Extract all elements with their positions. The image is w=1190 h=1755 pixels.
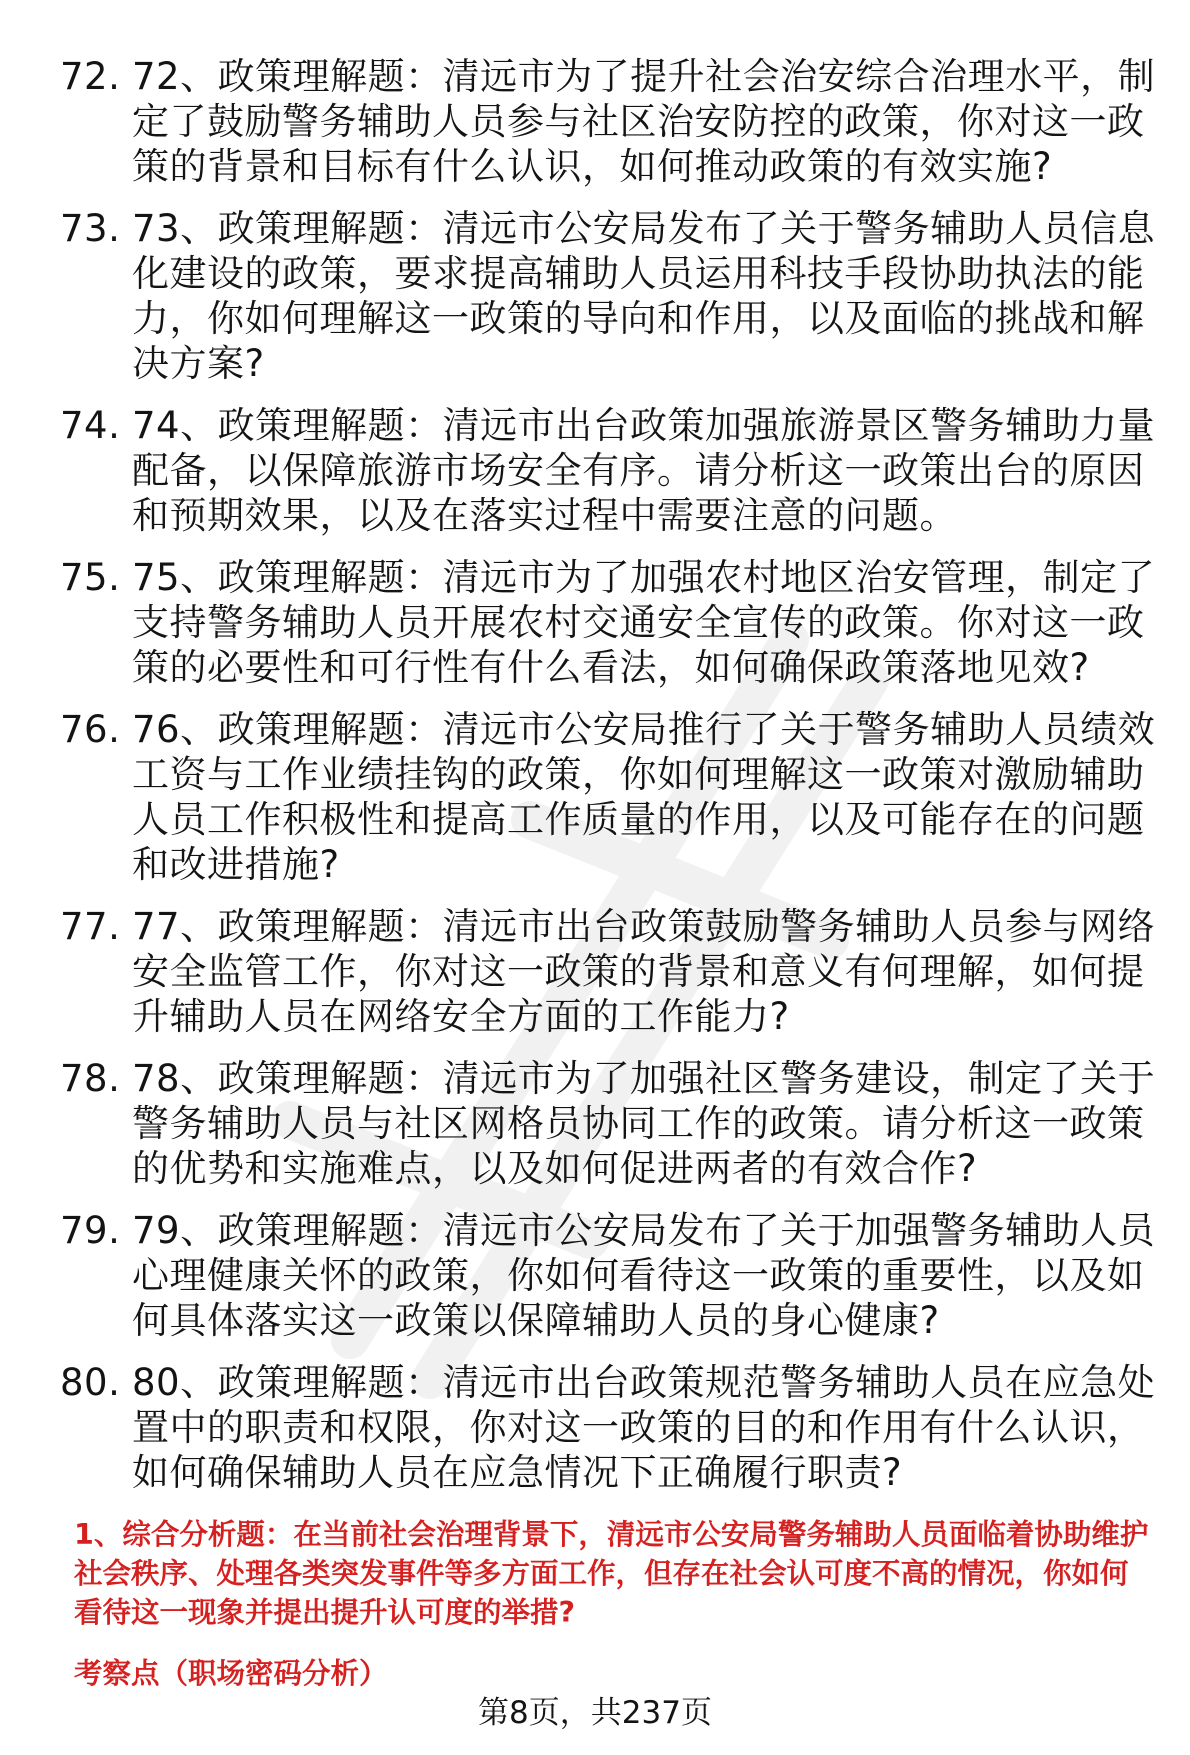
question-text: 76、政策理解题：清远市公安局推行了关于警务辅助人员绩效工资与工作业绩挂钩的政策，你如何理解这一政策对激励辅助人员工作积极性和提高工作质量的作用，以及可能存在的问题和改进措施? <box>132 708 1156 886</box>
question-item <box>60 1056 1170 1191</box>
question-number: 72. <box>60 55 121 98</box>
question-number: 75. <box>60 556 121 599</box>
question-text: 73、政策理解题：清远市公安局发布了关于警务辅助人员信息化建设的政策，要求提高辅助人员运用科技手段协助执法的能力，你如何理解这一政策的导向和作用，以及面临的挑战和解决方案? <box>132 207 1156 385</box>
question-text: 80、政策理解题：清远市出台政策规范警务辅助人员在应急处置中的职责和权限，你对这一政策的目的和作用有什么认识，如何确保辅助人员在应急情况下正确履行职责? <box>132 1361 1156 1494</box>
question-item <box>60 206 1170 386</box>
question-number: 79. <box>60 1209 121 1252</box>
exam-point-heading: 考察点（职场密码分析） <box>74 1657 388 1690</box>
page-footer: 第8页，共237页 <box>478 1695 712 1731</box>
question-number: 77. <box>60 905 121 948</box>
question-number: 74. <box>60 404 121 447</box>
question-text: 78、政策理解题：清远市为了加强社区警务建设，制定了关于警务辅助人员与社区网格员协同工作的政策。请分析这一政策的优势和实施难点，以及如何促进两者的有效合作? <box>132 1057 1156 1190</box>
highlight-question: 1、综合分析题：在当前社会治理背景下，清远市公安局警务辅助人员面临着协助维护社会秩序、处理各类突发事件等多方面工作，但存在社会认可度不高的情况，你如何看待这一现象并提出提升认可度的举措? <box>74 1518 1149 1629</box>
question-number: 76. <box>60 708 121 751</box>
question-number: 73. <box>60 207 121 250</box>
question-item <box>60 1360 1170 1495</box>
question-text: 79、政策理解题：清远市公安局发布了关于加强警务辅助人员心理健康关怀的政策，你如何看待这一政策的重要性，以及如何具体落实这一政策以保障辅助人员的身心健康? <box>132 1209 1156 1342</box>
question-item <box>60 1208 1170 1343</box>
question-item <box>60 403 1170 538</box>
question-number: 80. <box>60 1361 121 1404</box>
question-number: 78. <box>60 1057 121 1100</box>
question-text: 74、政策理解题：清远市出台政策加强旅游景区警务辅助力量配备，以保障旅游市场安全有序。请分析这一政策出台的原因和预期效果，以及在落实过程中需要注意的问题。 <box>132 404 1156 537</box>
question-list <box>60 54 1170 1512</box>
question-text: 75、政策理解题：清远市为了加强农村地区治安管理，制定了支持警务辅助人员开展农村交通安全宣传的政策。你对这一政策的必要性和可行性有什么看法，如何确保政策落地见效? <box>132 556 1156 689</box>
question-item <box>60 707 1170 887</box>
question-item <box>60 555 1170 690</box>
question-item <box>60 904 1170 1039</box>
question-text: 77、政策理解题：清远市出台政策鼓励警务辅助人员参与网络安全监管工作，你对这一政策的背景和意义有何理解，如何提升辅助人员在网络安全方面的工作能力? <box>132 905 1156 1038</box>
question-text: 72、政策理解题：清远市为了提升社会治安综合治理水平，制定了鼓励警务辅助人员参与社区治安防控的政策，你对这一政策的背景和目标有什么认识，如何推动政策的有效实施? <box>132 55 1156 188</box>
question-item <box>60 54 1170 189</box>
